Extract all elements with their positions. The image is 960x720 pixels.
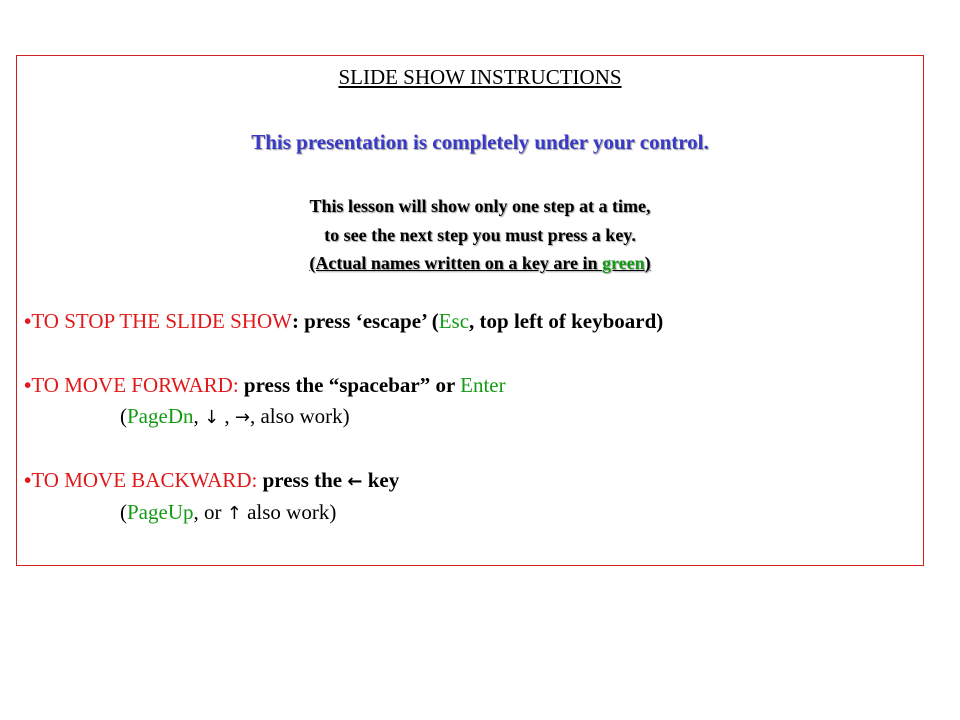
left-arrow-icon: ← bbox=[347, 471, 363, 492]
backward-text: press the bbox=[257, 468, 348, 492]
bullet-icon: • bbox=[24, 468, 32, 492]
esc-key: Esc bbox=[438, 309, 470, 333]
slide-subtitle: This presentation is completely under your control. bbox=[251, 130, 709, 154]
lesson-line-1: This lesson will show only one step at a time, bbox=[309, 196, 651, 216]
backward-sub-end: also work) bbox=[241, 500, 337, 524]
bullet-icon: • bbox=[24, 309, 32, 333]
forward-sub-sep-2: , bbox=[219, 404, 235, 428]
lesson-line-3 bbox=[0, 250, 960, 276]
backward-sub-open: ( bbox=[120, 500, 127, 524]
stop-text-end: , top left of keyboard) bbox=[469, 309, 664, 333]
backward-sub-sep: , or bbox=[193, 500, 227, 524]
pagedn-key: PageDn bbox=[127, 404, 194, 428]
forward-sub-open: ( bbox=[120, 404, 127, 428]
down-arrow-icon: ↓ bbox=[204, 407, 220, 428]
slide-title: SLIDE SHOW INSTRUCTIONS bbox=[338, 65, 622, 89]
backward-heading: TO MOVE BACKWARD: bbox=[31, 468, 258, 492]
backward-instruction bbox=[24, 468, 399, 493]
backward-alternatives bbox=[120, 500, 336, 525]
forward-heading: TO MOVE FORWARD: bbox=[31, 373, 239, 397]
up-arrow-icon: ↑ bbox=[226, 503, 242, 524]
forward-text: press the “spacebar” or bbox=[238, 373, 461, 397]
forward-sub-end: , also work) bbox=[249, 404, 350, 428]
green-word: green bbox=[601, 253, 645, 273]
right-arrow-icon: → bbox=[234, 407, 250, 428]
bullet-icon: • bbox=[24, 373, 32, 397]
stop-heading: TO STOP THE SLIDE SHOW bbox=[31, 309, 292, 333]
lesson-line-2: to see the next step you must press a key. bbox=[324, 225, 636, 245]
stop-instruction bbox=[24, 309, 663, 334]
forward-sub-sep: , bbox=[193, 404, 204, 428]
forward-instruction bbox=[24, 373, 506, 398]
forward-alternatives bbox=[120, 404, 350, 429]
lesson-line-3-close: ) bbox=[644, 253, 651, 273]
pageup-key: PageUp bbox=[127, 500, 194, 524]
stop-text: : press ‘escape’ ( bbox=[291, 309, 439, 333]
lesson-line-3-text: (Actual names written on a key are in bbox=[309, 253, 602, 273]
enter-key: Enter bbox=[460, 373, 506, 397]
backward-text-end: key bbox=[362, 468, 400, 492]
